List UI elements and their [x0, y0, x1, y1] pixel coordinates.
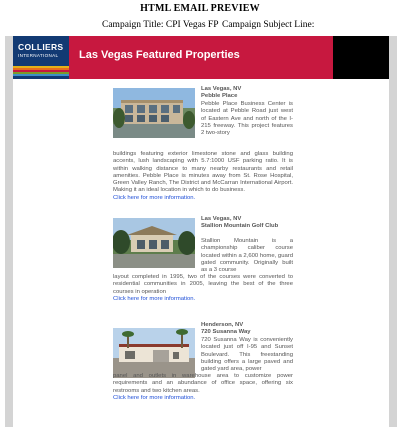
listing-city: Henderson, NV [201, 322, 244, 328]
listing-name: Stallion Mountain Golf Club [201, 223, 279, 230]
email-content [13, 79, 389, 427]
listing-description [113, 373, 293, 402]
preview-title: HTML EMAIL PREVIEW [140, 3, 260, 14]
listing-description [113, 151, 293, 202]
listing-description-text: buildings featuring exterior limestone stone and glass building accents, lush landscaping with 5.7:1000 USF parking ratio. It is within walking distance to many nearby restaurants and retail amenities. Pebble Place is minutes away from St. Rose Hospital, Green Valley Ranch, The District and McCarran International Airport. Making it an ideal location in which to do business. [113, 151, 293, 194]
listing-susanna-way [113, 322, 293, 422]
property-photo [113, 218, 195, 268]
email-banner [13, 36, 389, 79]
property-photo [113, 88, 195, 138]
listing-heading [201, 86, 293, 101]
more-info-link[interactable]: Click here for more information. [113, 394, 196, 401]
logo-subtitle: INTERNATIONAL [18, 53, 59, 58]
email-preview-frame [5, 36, 397, 427]
susanna-way-photo [113, 328, 195, 378]
more-info-link[interactable]: Click here for more information. [113, 295, 196, 302]
listing-city: Las Vegas, NV [201, 86, 242, 92]
logo-wordmark: COLLIERS [18, 42, 64, 52]
listing-description-top: 720 Susanna Way is conveniently located just off I-95 and Sunset Boulevard. This freestanding building offers a large paved and gated yard area, power [201, 337, 293, 372]
pebble-place-photo [113, 88, 195, 138]
listing-description-text: layout completed in 1995, two of the courses were converted to residential communities in 2005, leaving the best of the three courses in operation [113, 274, 293, 295]
campaign-subject-line: Campaign Subject Line: [222, 20, 315, 30]
campaign-title: Campaign Title: CPI Vegas FP [102, 20, 219, 30]
colliers-logo [13, 36, 69, 79]
more-info-link[interactable]: Click here for more information. [113, 194, 196, 201]
logo-stripe-blue [13, 74, 69, 76]
property-photo [113, 328, 195, 378]
listing-heading [201, 216, 293, 231]
listing-description-top: Stallion Mountain is a championship caliber course located within a 2,600 home, guard gated community. Originally built as a 3 course [201, 238, 293, 273]
listing-name: 720 Susanna Way [201, 329, 251, 336]
listing-heading [201, 322, 293, 337]
listing-city: Las Vegas, NV [201, 216, 242, 222]
listing-description [113, 274, 293, 303]
banner-title: Las Vegas Featured Properties [79, 49, 240, 61]
listing-description-top: Pebble Place Business Center is located at Pebble Road just west of Eastern Ave and north of the I-215 freeway. This project features 2 two-story [201, 101, 293, 136]
listing-description-text: panel and outlets in warehouse area to customize power requirements and an abundance of office space, offering six restrooms and two kitchen areas. [113, 373, 293, 394]
banner-black-block [333, 36, 389, 79]
listing-pebble-place [113, 86, 293, 214]
stallion-mountain-photo [113, 218, 195, 268]
listing-stallion-mountain [113, 216, 293, 316]
listing-name: Pebble Place [201, 93, 238, 100]
